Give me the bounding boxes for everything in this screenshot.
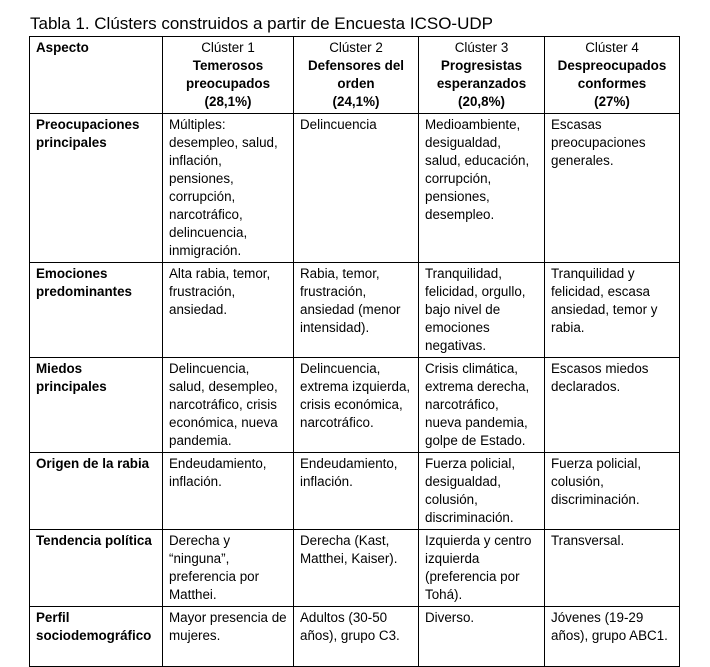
cluster-name: Progresistas esperanzados <box>436 58 527 91</box>
table-cell: Izquierda y centro izquierda (preferencia por Tohá). <box>419 530 545 607</box>
row-aspect: Emociones predominantes <box>30 263 163 358</box>
table-cell: Fuerza policial, desigualdad, colusión, discriminación. <box>419 453 545 530</box>
cluster-number: Clúster 3 <box>454 40 509 55</box>
table-cell: Mayor presencia de mujeres. <box>163 607 294 667</box>
header-cluster-1 <box>163 37 294 114</box>
table-cell: Escasos miedos declarados. <box>545 358 680 453</box>
cluster-percent: (24,1%) <box>332 94 380 109</box>
table-cell: Jóvenes (19-29 años), grupo ABC1. <box>545 607 680 667</box>
table-cell: Delincuencia <box>294 114 419 263</box>
table-cell: Adultos (30-50 años), grupo C3. <box>294 607 419 667</box>
cluster-percent: (20,8%) <box>458 94 505 109</box>
cluster-number: Clúster 1 <box>201 40 255 55</box>
cluster-name: Temerosos preocupados <box>185 58 271 91</box>
table-cell: Fuerza policial, colusión, discriminación. <box>545 453 680 530</box>
table-cell: Tranquilidad y felicidad, escasa ansiedad, temor y rabia. <box>545 263 680 358</box>
header-cluster-3 <box>419 37 545 114</box>
row-aspect: Miedos principales <box>30 358 163 453</box>
header-aspect: Aspecto <box>30 37 163 114</box>
table-cell: Endeudamiento, inflación. <box>163 453 294 530</box>
row-aspect: Origen de la rabia <box>30 453 163 530</box>
table-cell: Medioambiente, desigualdad, salud, educación, corrupción, pensiones, desempleo. <box>419 114 545 263</box>
table-row-tendencia <box>30 530 680 607</box>
cluster-number: Clúster 4 <box>585 40 639 55</box>
table-row-rabia <box>30 453 680 530</box>
table-cell: Delincuencia, salud, desempleo, narcotráfico, crisis económica, nueva pandemia. <box>163 358 294 453</box>
header-row <box>30 37 680 114</box>
table-caption: Tabla 1. Clústers construidos a partir de Encuesta ICSO-UDP <box>30 14 493 33</box>
table-row-perfil <box>30 607 680 667</box>
cluster-name: Despreocupados conformes <box>557 58 667 91</box>
header-cluster-2 <box>294 37 419 114</box>
cluster-name: Defensores del orden <box>307 58 404 91</box>
table-cell: Derecha y “ninguna”, preferencia por Matthei. <box>163 530 294 607</box>
table-cell: Derecha (Kast, Matthei, Kaiser). <box>294 530 419 607</box>
table-row-miedos <box>30 358 680 453</box>
table-cell: Transversal. <box>545 530 680 607</box>
table-cell: Crisis climática, extrema derecha, narcotráfico, nueva pandemia, golpe de Estado. <box>419 358 545 453</box>
cluster-percent: (28,1%) <box>204 94 252 109</box>
table-cell: Múltiples: desempleo, salud, inflación, pensiones, corrupción, narcotráfico, delincuencia, inmigración. <box>163 114 294 263</box>
table-cell: Tranquilidad, felicidad, orgullo, bajo nivel de emociones negativas. <box>419 263 545 358</box>
table-row-preocupaciones <box>30 114 680 263</box>
table-cell: Alta rabia, temor, frustración, ansiedad. <box>163 263 294 358</box>
table-cell: Rabia, temor, frustración, ansiedad (menor intensidad). <box>294 263 419 358</box>
table-cell: Delincuencia, extrema izquierda, crisis económica, narcotráfico. <box>294 358 419 453</box>
clusters-table <box>29 36 680 667</box>
row-aspect: Tendencia política <box>30 530 163 607</box>
table-cell: Endeudamiento, inflación. <box>294 453 419 530</box>
header-cluster-4 <box>545 37 680 114</box>
cluster-percent: (27%) <box>594 94 630 109</box>
table-cell: Diverso. <box>419 607 545 667</box>
row-aspect: Preocupaciones principales <box>30 114 163 263</box>
table-cell: Escasas preocupaciones generales. <box>545 114 680 263</box>
table-row-emociones <box>30 263 680 358</box>
cluster-number: Clúster 2 <box>329 40 383 55</box>
row-aspect: Perfil sociodemográfico <box>30 607 163 667</box>
